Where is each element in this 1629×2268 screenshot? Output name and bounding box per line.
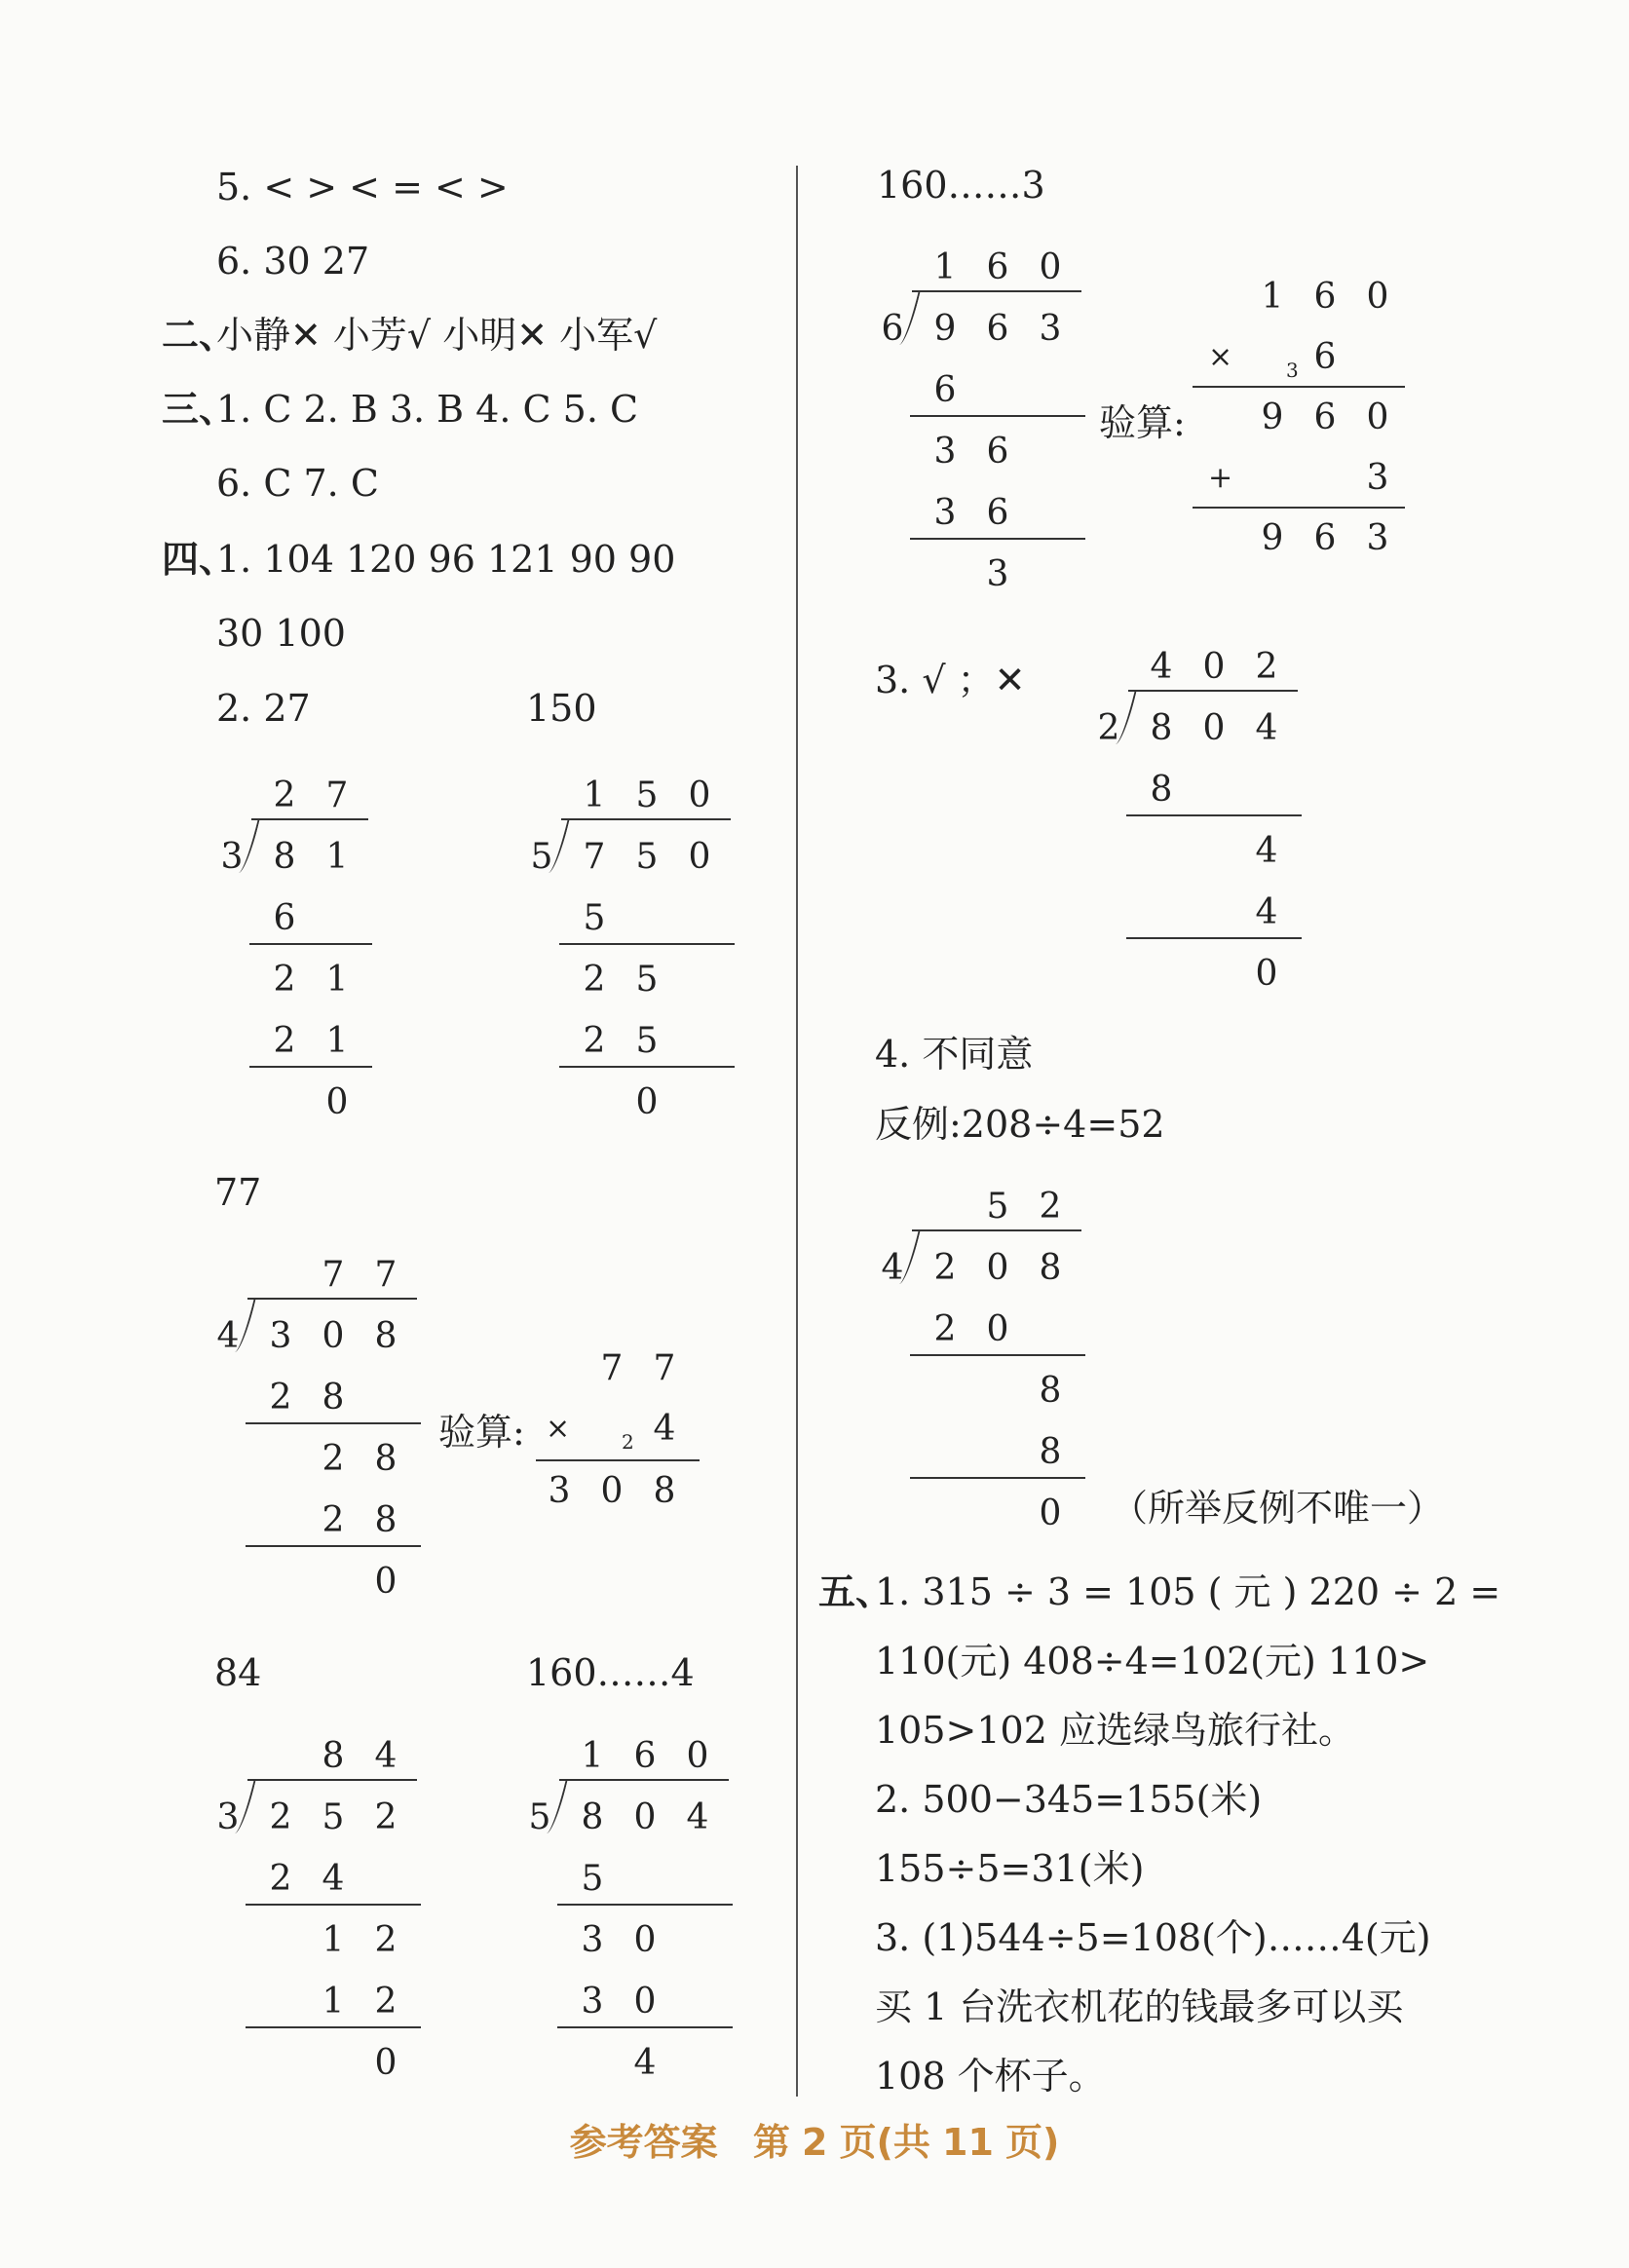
footer-ye: 页(共 xyxy=(839,2121,930,2164)
quotient-digit: 5 xyxy=(986,1187,1009,1227)
v160-mid-1: 9 xyxy=(1261,397,1284,437)
label-84: 84 xyxy=(214,1651,262,1694)
work-digit: 1 xyxy=(322,1920,345,1960)
section-4-q1-cont: 30 100 xyxy=(216,612,346,655)
page-footer xyxy=(0,2112,1629,2166)
quotient-digit: 0 xyxy=(1202,647,1226,687)
work-digit: 0 xyxy=(633,1982,657,2022)
dividend-digit: 5 xyxy=(635,837,659,877)
work-digit: 2 xyxy=(374,1920,398,1960)
subtract-line xyxy=(910,1477,1085,1479)
quotient-digit: 0 xyxy=(686,1736,709,1776)
section-3-answers-2: 6. C 7. C xyxy=(216,462,379,505)
v160-res-3: 3 xyxy=(1366,518,1389,558)
dividend-digit: 4 xyxy=(686,1797,709,1837)
v160-mid-3: 0 xyxy=(1366,397,1389,437)
quotient-digit: 1 xyxy=(581,1736,604,1776)
division-bar xyxy=(912,1229,1081,1231)
label-160-4: 160……4 xyxy=(526,1651,695,1694)
section-4-q2-27: 2. 27 xyxy=(216,687,311,730)
work-digit: 5 xyxy=(635,1021,659,1061)
v77-top-1: 7 xyxy=(600,1348,624,1388)
work-digit: 6 xyxy=(933,370,957,410)
subtract-line xyxy=(910,538,1085,540)
footer-page: 2 xyxy=(802,2121,828,2164)
work-digit: 2 xyxy=(322,1439,345,1479)
work-digit: 8 xyxy=(374,1500,398,1540)
divisor: 3 xyxy=(220,837,244,877)
quotient-digit: 6 xyxy=(986,247,1009,287)
section-5-q1-l2: 110(元) 408÷4=102(元) 110> xyxy=(875,1640,1430,1682)
counter-example: 反例:208÷4=52 xyxy=(875,1103,1165,1146)
work-digit: 2 xyxy=(322,1500,345,1540)
quotient-digit: 7 xyxy=(322,1255,345,1295)
work-digit: 1 xyxy=(325,960,349,1000)
subtract-line xyxy=(557,1904,733,1906)
work-digit: 0 xyxy=(374,2043,398,2083)
v77-top-2: 7 xyxy=(653,1348,676,1388)
dividend-digit: 0 xyxy=(1202,708,1226,748)
work-digit: 3 xyxy=(933,493,957,533)
v160-line-2 xyxy=(1193,507,1405,509)
subtract-line xyxy=(559,1066,735,1068)
section-5-q3-l3: 108 个杯子。 xyxy=(875,2055,1106,2098)
dividend-digit: 5 xyxy=(322,1797,345,1837)
quotient-digit: 1 xyxy=(583,775,606,815)
section-5-q2: 2. 500−345=155(米) xyxy=(875,1778,1263,1821)
dividend-digit: 0 xyxy=(322,1316,345,1356)
work-digit: 2 xyxy=(933,1309,957,1349)
section-5-num: 五、 xyxy=(818,1569,893,1613)
work-digit: 1 xyxy=(325,1021,349,1061)
work-digit: 4 xyxy=(633,2043,657,2083)
work-digit: 4 xyxy=(1255,892,1278,932)
subtract-line xyxy=(249,943,372,945)
work-digit: 2 xyxy=(583,960,606,1000)
work-digit: 3 xyxy=(581,1982,604,2022)
work-digit: 8 xyxy=(322,1378,345,1418)
v160-res-1: 9 xyxy=(1261,518,1284,558)
division-bar xyxy=(912,290,1081,292)
work-digit: 5 xyxy=(581,1859,604,1899)
dividend-digit: 8 xyxy=(1150,708,1173,748)
v77-line xyxy=(536,1459,700,1461)
work-digit: 2 xyxy=(269,1378,292,1418)
quotient-digit: 1 xyxy=(933,247,957,287)
subtract-line xyxy=(246,2026,421,2028)
section-2-num: 二、 xyxy=(162,313,237,357)
v160-add: 3 xyxy=(1366,458,1389,498)
quotient-digit: 8 xyxy=(322,1736,345,1776)
work-digit: 1 xyxy=(322,1982,345,2022)
work-digit: 2 xyxy=(273,1021,296,1061)
quotient-digit: 0 xyxy=(688,775,711,815)
divisor: 6 xyxy=(881,309,904,349)
v77-carry: 2 xyxy=(622,1430,634,1454)
work-digit: 3 xyxy=(581,1920,604,1960)
v160-top-2: 6 xyxy=(1313,277,1337,317)
dividend-digit: 0 xyxy=(986,1248,1009,1288)
dividend-digit: 8 xyxy=(1039,1248,1062,1288)
section-5-q3: 3. (1)544÷5=108(个)……4(元) xyxy=(875,1916,1431,1959)
work-digit: 6 xyxy=(273,898,296,938)
divisor: 4 xyxy=(881,1248,904,1288)
division-bar xyxy=(247,1779,417,1781)
divisor: 5 xyxy=(530,837,553,877)
work-digit: 4 xyxy=(322,1859,345,1899)
work-digit: 6 xyxy=(986,432,1009,472)
section-3-answers: 1. C 2. B 3. B 4. C 5. C xyxy=(216,388,639,431)
section-5-q3-l2: 买 1 台洗衣机花的钱最多可以买 xyxy=(875,1985,1404,2028)
work-digit: 5 xyxy=(583,898,606,938)
dividend-digit: 1 xyxy=(325,837,349,877)
v160-op2: + xyxy=(1208,461,1233,495)
footer-end: 页) xyxy=(1005,2121,1060,2164)
dividend-digit: 4 xyxy=(1255,708,1278,748)
v160-line-1 xyxy=(1193,386,1405,388)
column-divider xyxy=(796,166,798,2097)
quotient-digit: 7 xyxy=(374,1255,398,1295)
footer-total: 11 xyxy=(942,2121,994,2164)
v77-res-3: 8 xyxy=(653,1471,676,1511)
quotient-digit: 7 xyxy=(325,775,349,815)
division-bar xyxy=(1128,690,1298,692)
divisor: 2 xyxy=(1097,708,1120,748)
quotient-digit: 0 xyxy=(1039,247,1062,287)
work-digit: 3 xyxy=(933,432,957,472)
work-digit: 2 xyxy=(273,960,296,1000)
work-digit: 8 xyxy=(1039,1371,1062,1411)
verify-label-2: 验算: xyxy=(1099,401,1186,444)
dividend-digit: 8 xyxy=(374,1316,398,1356)
v160-res-2: 6 xyxy=(1313,518,1337,558)
v160-carry: 3 xyxy=(1286,359,1299,382)
quotient-digit: 4 xyxy=(1150,647,1173,687)
dividend-digit: 2 xyxy=(933,1248,957,1288)
section-5-q1: 1. 315 ÷ 3 = 105 ( 元 ) 220 ÷ 2 = xyxy=(875,1570,1501,1613)
section-5-q1-l3: 105>102 应选绿鸟旅行社。 xyxy=(875,1709,1355,1752)
v77-mult: 4 xyxy=(653,1409,676,1449)
divisor: 4 xyxy=(216,1316,240,1356)
work-digit: 2 xyxy=(269,1859,292,1899)
section-4-num: 四、 xyxy=(162,537,237,581)
divisor: 3 xyxy=(216,1797,240,1837)
subtract-line xyxy=(1126,814,1302,816)
work-digit: 0 xyxy=(986,1309,1009,1349)
work-digit: 5 xyxy=(635,960,659,1000)
v160-top-1: 1 xyxy=(1261,277,1284,317)
section-3-num: 三、 xyxy=(162,387,237,431)
dividend-digit: 7 xyxy=(583,837,606,877)
section-5-q2-l2: 155÷5=31(米) xyxy=(875,1847,1145,1890)
quotient-digit: 2 xyxy=(1255,647,1278,687)
work-digit: 8 xyxy=(1150,770,1173,810)
v160-mult: 6 xyxy=(1313,337,1337,377)
counter-note: （所举反例不唯一） xyxy=(1111,1487,1445,1530)
division-bar xyxy=(247,1298,417,1300)
work-digit: 0 xyxy=(635,1082,659,1122)
ans-6: 6. 30 27 xyxy=(216,240,370,283)
work-digit: 2 xyxy=(583,1021,606,1061)
work-digit: 0 xyxy=(374,1562,398,1602)
subtract-line xyxy=(910,1354,1085,1356)
section-2-answers: 小静✕ 小芳√ 小明✕ 小军√ xyxy=(216,314,658,357)
footer-title: 参考答案 xyxy=(569,2121,718,2164)
subtract-line xyxy=(1126,937,1302,939)
dividend-digit: 8 xyxy=(581,1797,604,1837)
subtract-line xyxy=(246,1422,421,1424)
ans-5-compare: 5. < > < = < > xyxy=(216,166,509,208)
label-160-3: 160……3 xyxy=(877,164,1045,207)
dividend-digit: 2 xyxy=(269,1797,292,1837)
v160-mid-2: 6 xyxy=(1313,397,1337,437)
quotient-digit: 5 xyxy=(635,775,659,815)
dividend-digit: 2 xyxy=(374,1797,398,1837)
dividend-digit: 8 xyxy=(273,837,296,877)
v77-res-2: 0 xyxy=(600,1471,624,1511)
ans-4: 4. 不同意 xyxy=(875,1033,1034,1076)
dividend-digit: 9 xyxy=(933,309,957,349)
work-digit: 0 xyxy=(1039,1493,1062,1533)
work-digit: 4 xyxy=(1255,831,1278,871)
subtract-line xyxy=(910,415,1085,417)
dividend-digit: 0 xyxy=(688,837,711,877)
dividend-digit: 3 xyxy=(1039,309,1062,349)
subtract-line xyxy=(557,2026,733,2028)
work-digit: 0 xyxy=(633,1920,657,1960)
work-digit: 2 xyxy=(374,1982,398,2022)
dividend-digit: 3 xyxy=(269,1316,292,1356)
quotient-digit: 6 xyxy=(633,1736,657,1776)
division-bar xyxy=(559,1779,729,1781)
v77-op: × xyxy=(546,1412,571,1446)
v77-res-1: 3 xyxy=(548,1471,571,1511)
division-bar xyxy=(561,818,731,820)
v160-top-3: 0 xyxy=(1366,277,1389,317)
section-4-q2-150: 150 xyxy=(526,687,597,730)
quotient-digit: 4 xyxy=(374,1736,398,1776)
subtract-line xyxy=(249,1066,372,1068)
work-digit: 0 xyxy=(325,1082,349,1122)
dividend-digit: 6 xyxy=(986,309,1009,349)
division-bar xyxy=(251,818,368,820)
divisor: 5 xyxy=(528,1797,551,1837)
subtract-line xyxy=(246,1545,421,1547)
work-digit: 3 xyxy=(986,554,1009,594)
label-77: 77 xyxy=(214,1171,262,1214)
work-digit: 6 xyxy=(986,493,1009,533)
work-digit: 8 xyxy=(374,1439,398,1479)
work-digit: 8 xyxy=(1039,1432,1062,1472)
footer-di: 第 xyxy=(752,2121,790,2164)
dividend-digit: 0 xyxy=(633,1797,657,1837)
verify-label-1: 验算: xyxy=(438,1411,525,1454)
quotient-digit: 2 xyxy=(1039,1187,1062,1227)
subtract-line xyxy=(246,1904,421,1906)
subtract-line xyxy=(559,943,735,945)
ans-3-check: 3. √ ；✕ xyxy=(875,659,1026,701)
quotient-digit: 2 xyxy=(273,775,296,815)
v160-op: × xyxy=(1208,340,1233,374)
work-digit: 0 xyxy=(1255,954,1278,994)
section-4-q1: 1. 104 120 96 121 90 90 xyxy=(216,538,676,581)
